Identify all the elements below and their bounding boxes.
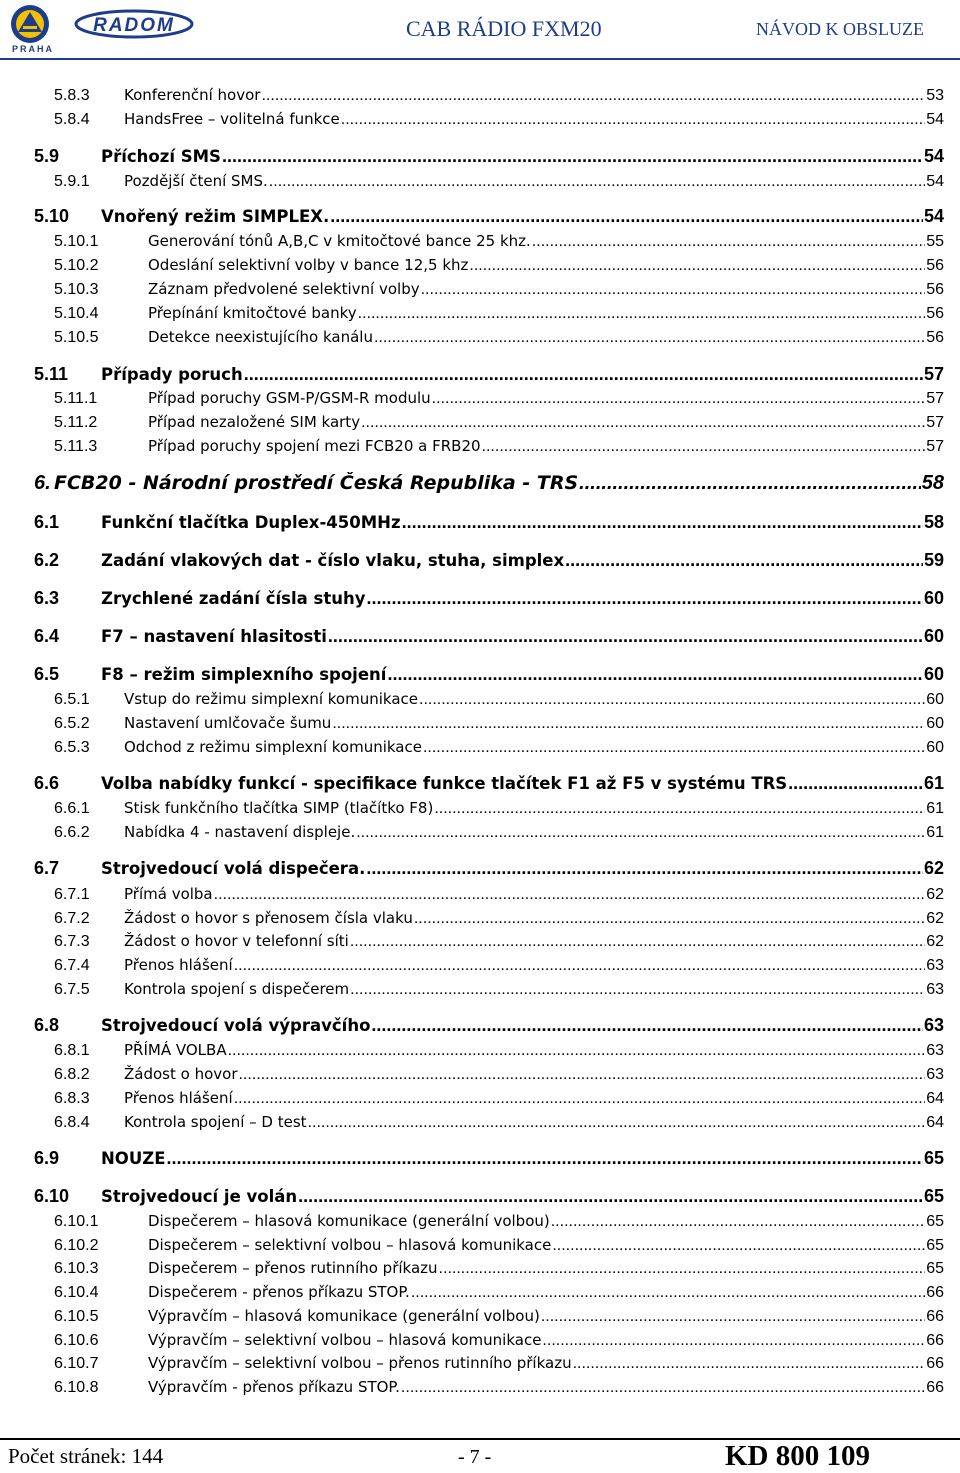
toc-entry[interactable]: 6.7.2 Žádost o hovor s přenosem čísla vlaku ..... 62 <box>54 909 944 928</box>
toc-entry[interactable]: 5.10.5 Detekce neexistujícího kanálu ..... 56 <box>54 328 944 347</box>
toc-entry[interactable]: 6.7.5 Kontrola spojení s dispečerem ..... 63 <box>54 980 944 999</box>
toc-entry[interactable]: 6.9 NOUZE ..... 65 <box>34 1148 944 1169</box>
toc-entry[interactable]: 6.8 Strojvedoucí volá výpravčího ..... 63 <box>34 1015 944 1036</box>
toc-entry[interactable]: 5.10.3 Záznam předvolené selektivní volby ..... 56 <box>54 280 944 299</box>
toc-entry[interactable]: 6.10.6 Výpravčím – selektivní volbou – hlasová komunikace ..... 66 <box>54 1331 944 1350</box>
toc-entry[interactable]: 5.11 Případy poruch ..... 57 <box>34 364 944 385</box>
logo-brand: RADOM <box>93 15 175 36</box>
header-divider <box>0 58 960 60</box>
toc-entry[interactable]: 6.10.5 Výpravčím – hlasová komunikace (generální volbou) ..... 66 <box>54 1307 944 1326</box>
toc-entry[interactable]: 6.6.2 Nabídka 4 - nastavení displeje. ..... 61 <box>54 823 944 842</box>
toc-entry[interactable]: 5.8.4 HandsFree – volitelná funkce ..... 54 <box>54 110 944 129</box>
toc-entry[interactable]: 5.10.1 Generování tónů A,B,C v kmitočtové bance 25 khz. ..... 55 <box>54 232 944 251</box>
toc-entry[interactable]: 6.1 Funkční tlačítka Duplex-450MHz ..... 58 <box>34 512 944 533</box>
header-manual: NÁVOD K OBSLUZE <box>756 19 924 39</box>
toc-entry[interactable]: 6.7.1 Přímá volba ..... 62 <box>54 885 944 904</box>
toc-entry[interactable]: 5.9 Příchozí SMS ..... 54 <box>34 146 944 167</box>
page-header <box>0 0 960 58</box>
footer-page-number: - 7 - <box>458 1446 492 1468</box>
toc-entry[interactable]: 6.6.1 Stisk funkčního tlačítka SIMP (tlačítko F8) ..... 61 <box>54 799 944 818</box>
toc-entry[interactable]: 6.5 F8 – režim simplexního spojení ..... 60 <box>34 664 944 685</box>
toc-entry[interactable]: 5.11.1 Případ poruchy GSM-P/GSM-R modulu ..... 57 <box>54 389 944 408</box>
toc-entry[interactable]: 6.10.1 Dispečerem – hlasová komunikace (generální volbou) ..... 65 <box>54 1212 944 1231</box>
toc-entry[interactable]: 6.10.4 Dispečerem - přenos příkazu STOP. ..... 66 <box>54 1283 944 1302</box>
toc-entry[interactable]: 5.10.4 Přepínání kmitočtové banky ..... 56 <box>54 304 944 323</box>
toc-entry[interactable]: 6.2 Zadání vlakových dat - číslo vlaku, stuha, simplex ..... 59 <box>34 550 944 571</box>
toc-entry[interactable]: 5.11.2 Případ nezaložené SIM karty ..... 57 <box>54 413 944 432</box>
footer-page-count: Počet stránek: 144 <box>8 1444 164 1468</box>
toc-entry[interactable]: 6.4 F7 – nastavení hlasitosti ..... 60 <box>34 626 944 647</box>
toc-entry[interactable]: 6.10.8 Výpravčím - přenos příkazu STOP. ..... 66 <box>54 1378 944 1397</box>
toc-entry[interactable]: 6.8.2 Žádost o hovor ..... 63 <box>54 1065 944 1084</box>
toc-entry[interactable]: 6.10.3 Dispečerem – přenos rutinního příkazu ..... 65 <box>54 1259 944 1278</box>
header-title: CAB RÁDIO FXM20 <box>406 16 602 41</box>
toc-entry[interactable]: 6.10.7 Výpravčím – selektivní volbou – přenos rutinního příkazu ..... 66 <box>54 1354 944 1373</box>
footer-document-id: KD 800 109 <box>725 1440 870 1472</box>
toc-entry[interactable]: 6.8.4 Kontrola spojení – D test ..... 64 <box>54 1113 944 1132</box>
toc-entry[interactable]: 6.7 Strojvedoucí volá dispečera. ..... 62 <box>34 858 944 879</box>
toc-entry[interactable]: 6.10.2 Dispečerem – selektivní volbou – hlasová komunikace ..... 65 <box>54 1236 944 1255</box>
toc-entry[interactable]: 6.5.2 Nastavení umlčovače šumu ..... 60 <box>54 714 944 733</box>
toc-entry[interactable]: 6.10 Strojvedoucí je volán ..... 65 <box>34 1186 944 1207</box>
toc-entry[interactable]: 5.9.1 Pozdější čtení SMS. ..... 54 <box>54 172 944 191</box>
toc-entry[interactable]: 6.7.3 Žádost o hovor v telefonní síti ..... 62 <box>54 932 944 951</box>
toc-entry[interactable]: 5.11.3 Případ poruchy spojení mezi FCB20 a FRB20 ..... 57 <box>54 437 944 456</box>
toc-entry[interactable]: 6.3 Zrychlené zadání čísla stuhy ..... 60 <box>34 588 944 609</box>
toc-entry[interactable]: 5.10.2 Odeslání selektivní volby v bance 12,5 khz ..... 56 <box>54 256 944 275</box>
radom-logo <box>6 2 196 54</box>
toc-entry[interactable]: 6.8.1 PŘÍMÁ VOLBA ..... 63 <box>54 1041 944 1060</box>
toc-entry[interactable]: 5.8.3 Konferenční hovor ..... 53 <box>54 86 944 105</box>
toc-entry[interactable]: 6.7.4 Přenos hlášení ..... 63 <box>54 956 944 975</box>
toc-entry[interactable]: 6.5.1 Vstup do režimu simplexní komunikace ..... 60 <box>54 690 944 709</box>
toc-entry[interactable]: 6.8.3 Přenos hlášení ..... 64 <box>54 1089 944 1108</box>
toc-entry[interactable]: 5.10 Vnořený režim SIMPLEX. ..... 54 <box>34 206 944 227</box>
toc-entry[interactable]: 6.5.3 Odchod z režimu simplexní komunikace ..... 60 <box>54 738 944 757</box>
logo-city: PRAHA <box>12 44 55 54</box>
toc-chapter[interactable]: 6. FCB20 - Národní prostředí Česká Republika - TRS ..... 58 <box>34 472 944 495</box>
toc-entry[interactable]: 6.6 Volba nabídky funkcí - specifikace funkce tlačítek F1 až F5 v systému TRS ..... 61 <box>34 773 944 794</box>
